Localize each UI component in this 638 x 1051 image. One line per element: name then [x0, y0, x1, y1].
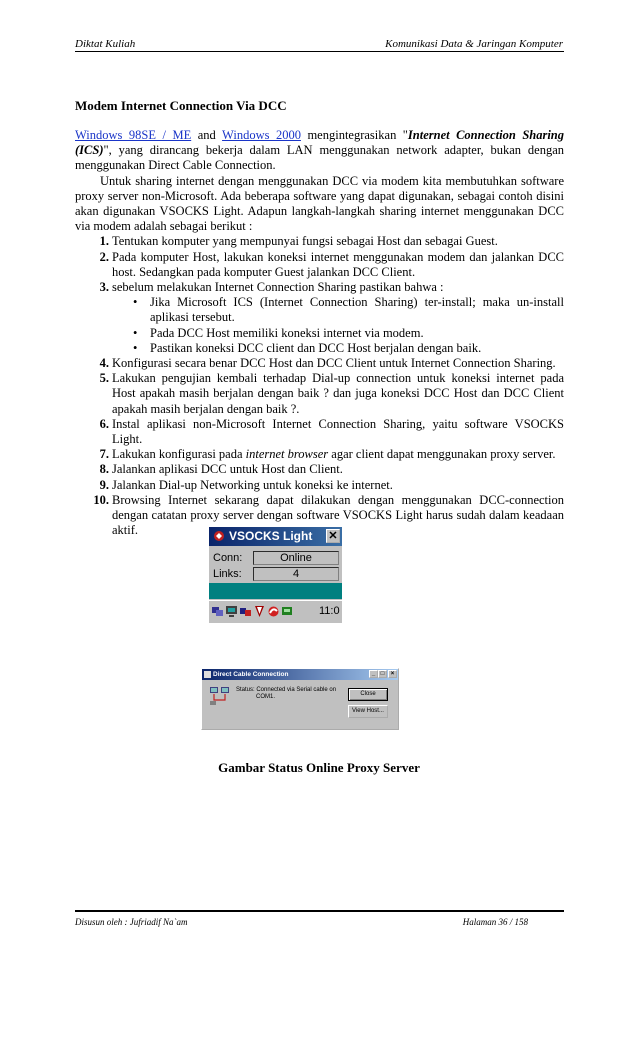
body-text — [75, 128, 564, 538]
footer-rule — [75, 910, 564, 912]
step-item: 1. Tentukan komputer yang mempunyai fungsi sebagai Host dan sebagai Guest. — [99, 234, 498, 249]
header-right: Komunikasi Data & Jaringan Komputer — [385, 38, 563, 50]
close-window-button[interactable]: × — [388, 670, 397, 678]
vsocks-tray-icon[interactable] — [267, 605, 280, 618]
header-left: Diktat Kuliah — [75, 38, 136, 50]
footer-page: Halaman 36 / 158 — [462, 917, 528, 927]
close-button[interactable]: Close — [348, 688, 388, 701]
step-item: 6. Instal aplikasi non-Microsoft Internet Connection Sharing, yaitu software VSOCKS Light. — [99, 416, 564, 447]
section-title: Modem Internet Connection Via DCC — [75, 98, 287, 113]
monitor-tray-icon[interactable] — [225, 605, 238, 618]
step-item: 9. Jalankan Dial-up Networking untuk koneksi ke internet. — [99, 477, 393, 492]
tray-clock: 11:0 — [319, 605, 340, 617]
links-label: Links: — [213, 568, 242, 580]
computers-connection-icon — [209, 686, 231, 706]
desktop-strip — [209, 583, 342, 599]
bullet-item: • Pada DCC Host memiliki koneksi internet via modem. — [133, 325, 424, 340]
dcc-titlebar[interactable] — [202, 669, 398, 680]
links-value: 4 — [253, 567, 339, 581]
intro-paragraph — [75, 128, 564, 174]
dcc-title: Direct Cable Connection — [213, 671, 289, 678]
link-windows-2000[interactable]: Windows 2000 — [222, 128, 301, 142]
step-item: 7. Lakukan konfigurasi pada internet browser agar client dapat menggunakan proxy server. — [99, 447, 556, 462]
vsocks-close-button[interactable]: ✕ — [326, 529, 340, 543]
vsocks-app-icon — [213, 530, 225, 542]
step-item: 10. Browsing Internet sekarang dapat dilakukan dengan menggunakan DCC-connection dengan catatan proxy server dengan software VSOCKS Light harus sudah dalam keadaan aktif. — [93, 492, 564, 538]
maximize-button[interactable]: □ — [378, 670, 387, 678]
step-item: 5. Lakukan pengujian kembali terhadap Dial-up connection untuk koneksi internet pada Host apakah masih berjalan dengan baik ? dan juga koneksi DCC Host dan DCC Client apakah masih berjalan dengan baik ?. — [99, 371, 564, 416]
vsocks-title: VSOCKS Light — [229, 529, 313, 543]
link-windows-98se-me[interactable]: Windows 98SE / ME — [75, 128, 192, 142]
vsocks-titlebar[interactable] — [209, 527, 342, 546]
step-item: 4. Konfigurasi secara benar DCC Host dan DCC Client untuk Internet Connection Sharing. — [99, 356, 556, 371]
intro-and: and — [197, 128, 216, 142]
footer-author: Disusun oleh : Jufriadif Na`am — [75, 917, 188, 927]
conn-label: Conn: — [213, 552, 243, 564]
dcc-app-icon — [204, 671, 211, 678]
paragraph-2: Untuk sharing internet dengan menggunakan DCC via modem kita membutuhkan software proxy server non-Microsoft. Ada beberapa software yang dapat digunakan, sebagai contoh disini akan digunakan VSOCKS Light. Adapun langkah-langkah sharing internet menggunakan DCC via modem adalah sebagai berikut : — [75, 173, 564, 234]
intro-text1: mengintegrasikan " — [307, 128, 408, 142]
dcc-status: Status: Connected via Serial cable on COM1. — [236, 687, 337, 700]
minimize-button[interactable]: _ — [369, 670, 378, 678]
view-host-button[interactable]: View Host... — [348, 705, 388, 718]
system-tray — [209, 600, 342, 623]
vsocks-window — [209, 527, 342, 622]
intro-ics-term: Internet Connection Sharing (ICS) — [75, 128, 565, 158]
step-item: 2. Pada komputer Host, lakukan koneksi internet menggunakan modem dan jalankan DCC host. Sedangkan pada komputer Guest jalankan DCC Client. — [99, 249, 564, 279]
connection-tray-icon[interactable] — [239, 605, 252, 618]
header-rule — [75, 51, 564, 52]
modem-tray-icon[interactable] — [281, 605, 294, 618]
network-tray-icon[interactable] — [211, 605, 224, 618]
step-item: 8. Jalankan aplikasi DCC untuk Host dan Client. — [99, 462, 343, 477]
bullet-item: • Pastikan koneksi DCC client dan DCC Host berjalan dengan baik. — [133, 340, 482, 355]
dcc-window — [201, 668, 399, 730]
conn-value: Online — [253, 551, 339, 565]
steps-list — [75, 234, 564, 538]
bullet-list — [75, 295, 564, 356]
antivirus-tray-icon[interactable] — [253, 605, 266, 618]
figure-caption: Gambar Status Online Proxy Server — [218, 760, 420, 775]
intro-text2: ", yang dirancang bekerja dalam LAN menggunakan network adapter, bukan dengan menggunakan Direct Cable Connection. — [75, 143, 564, 173]
bullet-item: • Jika Microsoft ICS (Internet Connection Sharing) ter-install; maka un-install aplikasi tersebut. — [133, 295, 564, 325]
step-item: 3. sebelum melakukan Internet Connection Sharing pastikan bahwa : • Jika Microsoft ICS (Internet Connection Sharing) ter-install; maka un-install aplikasi tersebut. • Pada DCC Host memiliki koneksi internet via modem. • Pastikan koneksi DCC client dan DCC Host berjalan dengan baik. — [75, 280, 564, 356]
